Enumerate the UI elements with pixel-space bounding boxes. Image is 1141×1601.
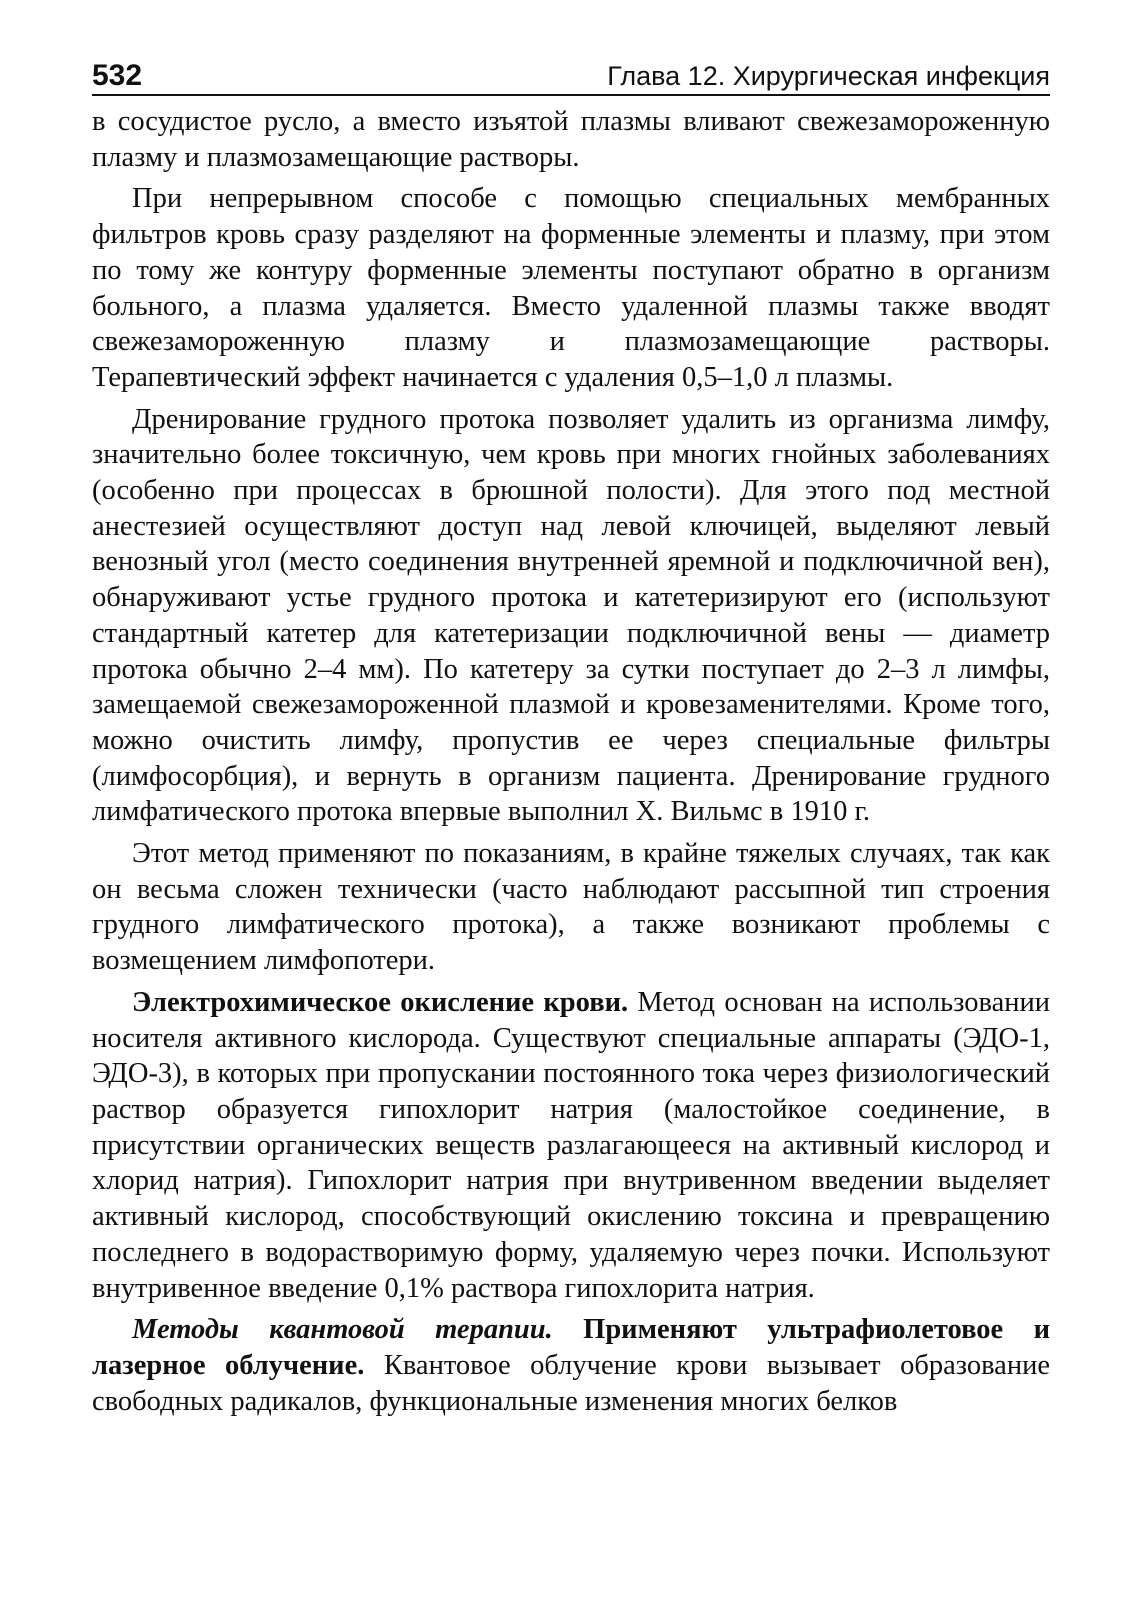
paragraph-thoracic-duct-drainage — [92, 402, 1050, 830]
run-in-heading-italic: Методы квантовой терапии. — [132, 1314, 553, 1346]
paragraph-plasmapheresis-continued — [92, 104, 1050, 175]
chapter-title: Глава 12. Хирургическая инфекция — [607, 61, 1050, 91]
run-in-subheading: Применяют ультрафиолетовое и лазерное облучение. — [92, 1314, 1050, 1381]
paragraph-method-indications — [92, 836, 1050, 979]
page-number: 532 — [92, 59, 143, 92]
paragraph-electrochemical-oxidation — [92, 985, 1050, 1306]
paragraph-text: Квантовое облучение крови вызывает образование свободных радикалов, функциональные изменения многих белков — [92, 1349, 1050, 1417]
paragraph-quantum-therapy — [92, 1312, 1050, 1419]
paragraph-text: Этот метод применяют по показаниям, в крайне тяжелых случаях, так как он весьма сложен технически (часто наблюдают рассыпной тип строения грудного лимфатического протока), а также возникают проблемы с возмещением лимфопотери. — [92, 838, 1050, 977]
running-head — [92, 58, 1050, 96]
body-text — [92, 104, 1050, 1419]
paragraph-continuous-method — [92, 181, 1050, 395]
paragraph-text: Метод основан на использовании носителя активного кислорода. Существуют специальные аппараты (ЭДО-1, ЭДО-3), в которых при пропускании постоянного тока через физиологический раствор образуется гипохлорит натрия (малостойкое соединение, в присутствии органических веществ разлагающееся на активный кислород и хлорид натрия). Гипохлорит натрия при внутривенном введении выделяет активный кислород, способствующий окислению токсина и превращению последнего в водорастворимую форму, удаляемую через почки. Используют внутривенное введение 0,1% раствора гипохлорита натрия. — [92, 986, 1051, 1304]
run-in-heading: Электрохимическое окисление крови. — [132, 986, 629, 1018]
paragraph-text: Дренирование грудного протока позволяет удалить из организма лимфу, значительно более токсичную, чем кровь при многих гнойных заболеваниях (особенно при процессах в брюшной полости). Для этого под местной анестезией осуществляют доступ над левой ключицей, выделяют левый венозный угол (место соединения внутренней яремной и подключичной вен), обнаруживают устье грудного протока и катетеризируют его (используют стандартный катетер для катетеризации подключичной вены — диаметр протока обычно 2–4 мм). По катетеру за сутки поступает до 2–3 л лимфы, замещаемой свежезамороженной плазмой и кровезаменителями. Кроме того, можно очистить лимфу, пропустив ее через специальные фильтры (лимфосорбция), и вернуть в организм пациента. Дренирование грудного лимфатического протока впервые выполнил Х. Вильмс в 1910 г. — [92, 403, 1050, 828]
paragraph-text: При непрерывном способе с помощью специальных мембранных фильтров кровь сразу разделяют на форменные элементы и плазму, при этом по тому же контуру форменные элементы поступают обратно в организм больного, а плазма удаляется. Вместо удаленной плазмы также вводят свежезамороженную плазму и плазмозамещающие растворы. Терапевтический эффект начинается с удаления 0,5–1,0 л плазмы. — [92, 183, 1050, 393]
paragraph-text: в сосудистое русло, а вместо изъятой плазмы вливают свежезамороженную плазму и плазмозамещающие растворы. — [92, 106, 1050, 173]
book-page — [92, 58, 1050, 1425]
